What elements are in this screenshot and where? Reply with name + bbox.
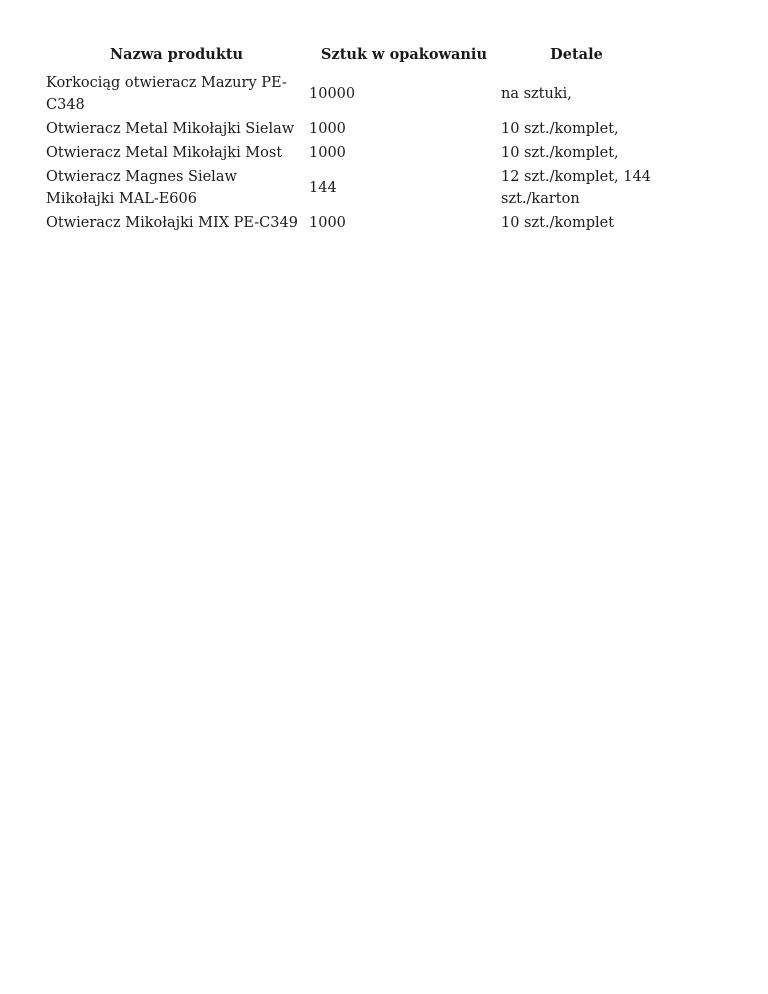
details-cell: 12 szt./komplet, 144 szt./karton — [501, 169, 651, 207]
quantity-cell: 1000 — [309, 215, 346, 231]
products-table — [44, 40, 654, 235]
product-name-cell: Otwieracz Magnes Sielaw Mikołajki MAL-E606 — [46, 169, 237, 207]
header-quantity: Sztuk w opakowaniu — [321, 46, 487, 63]
header-details: Detale — [550, 46, 603, 63]
product-name-cell: Otwieracz Mikołajki MIX PE-C349 — [46, 215, 298, 231]
table-row — [44, 165, 654, 211]
quantity-cell: 10000 — [309, 86, 356, 102]
details-cell: 10 szt./komplet, — [501, 145, 619, 161]
table-row — [44, 117, 654, 141]
quantity-cell: 1000 — [309, 121, 346, 137]
table-row — [44, 211, 654, 235]
product-name-cell: Otwieracz Metal Mikołajki Sielaw — [46, 121, 295, 137]
header-product-name: Nazwa produktu — [109, 46, 244, 63]
table-row — [44, 141, 654, 165]
table-header-row — [44, 40, 654, 71]
quantity-cell: 1000 — [309, 145, 346, 161]
table-row — [44, 71, 654, 117]
quantity-cell: 144 — [309, 180, 337, 196]
details-cell: 10 szt./komplet — [501, 215, 615, 231]
product-name-cell: Otwieracz Metal Mikołajki Most — [46, 145, 283, 161]
details-cell: na sztuki, — [501, 86, 572, 102]
details-cell: 10 szt./komplet, — [501, 121, 619, 137]
product-name-cell: Korkociąg otwieracz Mazury PE-C348 — [46, 75, 287, 113]
